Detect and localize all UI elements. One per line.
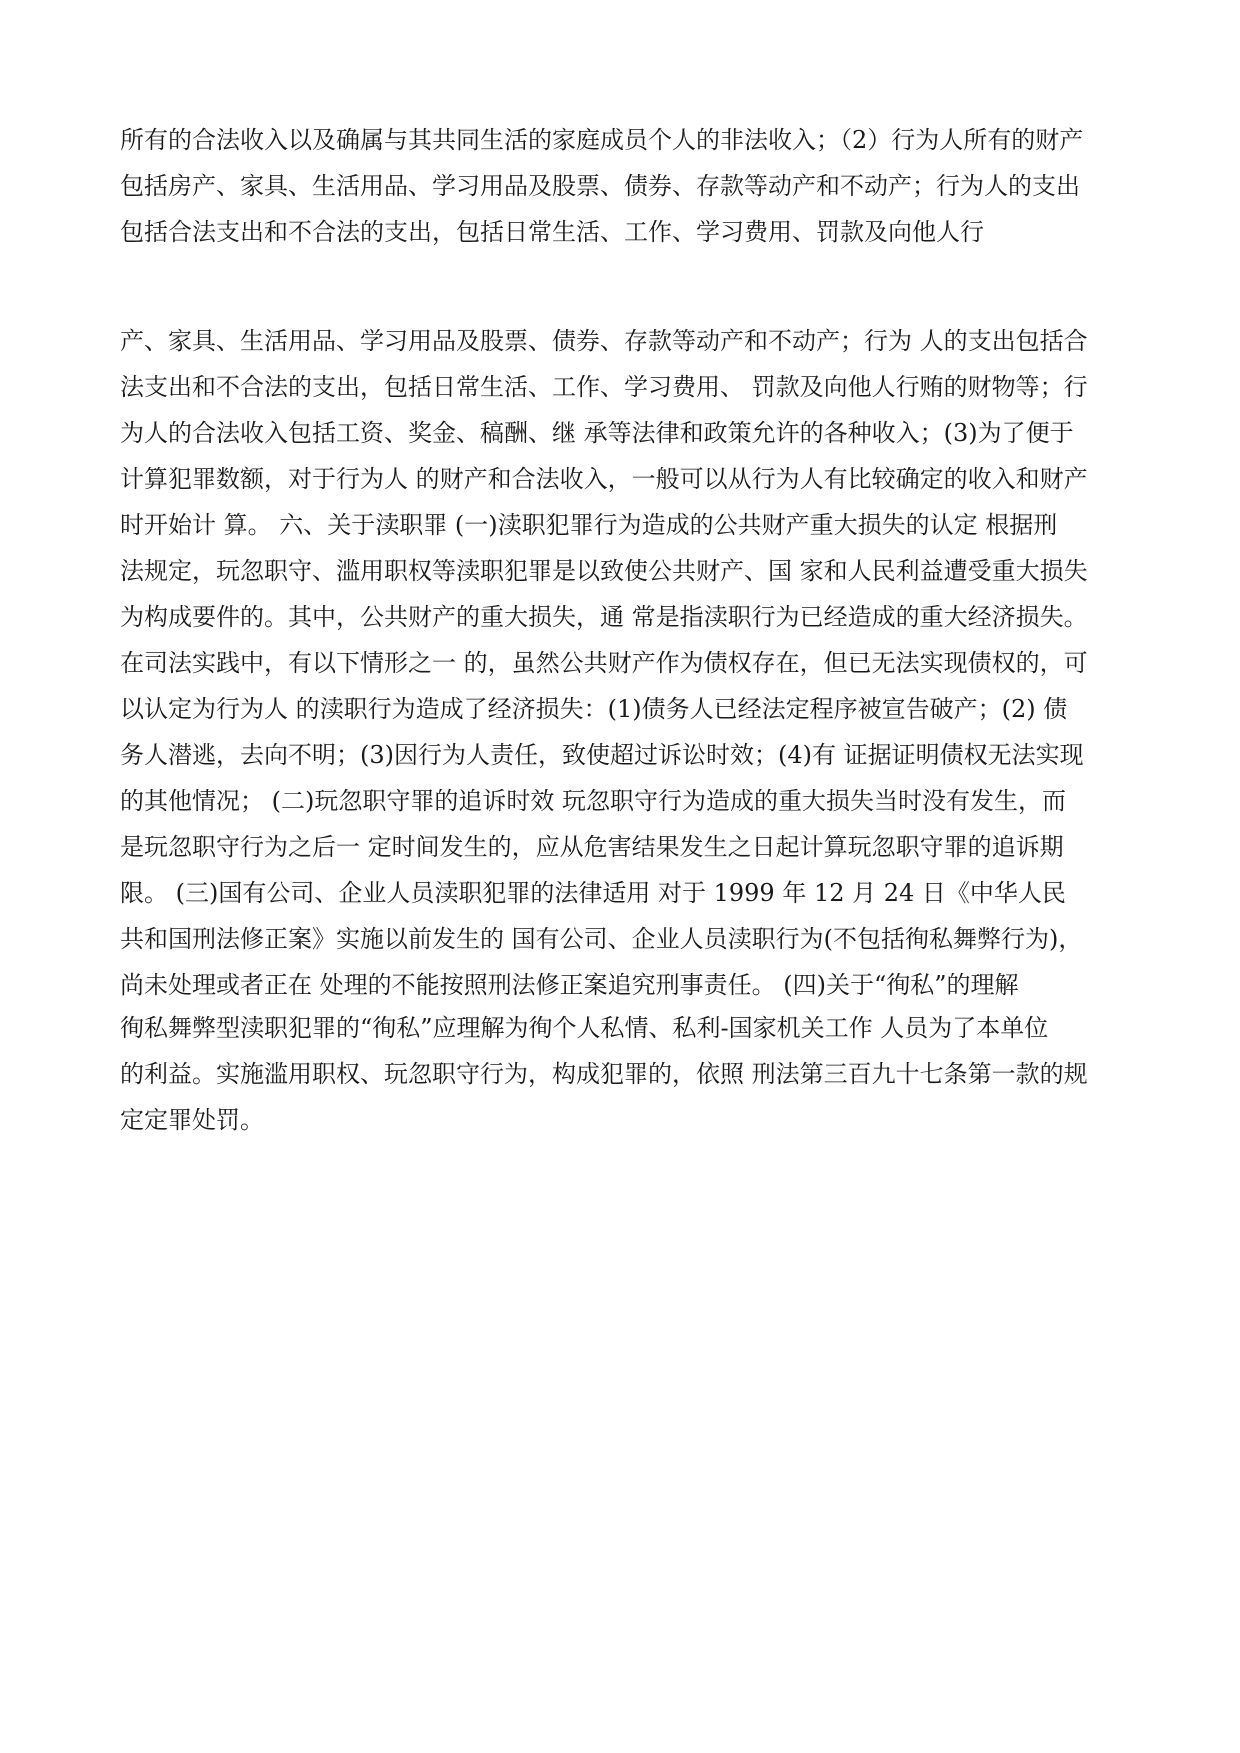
text-line: 法规定，玩忽职守、滥用职权等渎职犯罪是以致使公共财产、国 家和人民利益遭受重大损失 xyxy=(120,557,1088,585)
text-line: 徇私舞弊型渎职犯罪的“徇私”应理解为徇个人私情、私利-国家机关工作 人员为了本单位 xyxy=(120,1014,1049,1042)
paragraph-favoritism-definition xyxy=(120,1005,1130,1143)
text-line: 尚未处理或者正在 处理的不能按照刑法修正案追究刑事责任。 (四)关于“徇私”的理解 xyxy=(120,971,1019,999)
text-line: 的利益。实施滥用职权、玩忽职守行为，构成犯罪的，依照 刑法第三百九十七条第一款的规 xyxy=(120,1060,1088,1088)
text-line: 限。 (三)国有公司、企业人员渎职犯罪的法律适用 对于 1999 年 12 月 24 日《中华人民 xyxy=(120,879,1066,907)
text-line: 法支出和不合法的支出，包括日常生活、工作、学习费用、 罚款及向他人行贿的财物等；行 xyxy=(120,373,1088,401)
text-line: 务人潜逃，去向不明；(3)因行为人责任，致使超过诉讼时效；(4)有 证据证明债权无法实现 xyxy=(120,741,1084,769)
text-line: 计算犯罪数额，对于行为人 的财产和合法收入，一般可以从行为人有比较确定的收入和财产 xyxy=(120,465,1088,493)
text-line: 定定罪处罚。 xyxy=(120,1106,264,1134)
text-line: 包括房产、家具、生活用品、学习用品及股票、债券、存款等动产和不动产；行为人的支出 xyxy=(120,172,1080,200)
text-line: 的其他情况； (二)玩忽职守罪的追诉时效 玩忽职守行为造成的重大损失当时没有发生，而 xyxy=(120,787,1066,815)
text-line: 以认定为行为人 的渎职行为造成了经济损失：(1)债务人已经法定程序被宣告破产；(2) 债 xyxy=(120,695,1068,723)
text-line: 是玩忽职守行为之后一 定时间发生的，应从危害结果发生之日起计算玩忽职守罪的追诉期 xyxy=(120,833,1064,861)
text-line: 包括合法支出和不合法的支出，包括日常生活、工作、学习费用、罚款及向他人行 xyxy=(120,218,984,246)
paragraph-income-property xyxy=(120,117,1130,255)
text-line: 产、家具、生活用品、学习用品及股票、债券、存款等动产和不动产；行为 人的支出包括合 xyxy=(120,327,1088,355)
paragraph-dereliction-crimes xyxy=(120,318,1130,1008)
text-line: 共和国刑法修正案》实施以前发生的 国有公司、企业人员渎职行为(不包括徇私舞弊行为)， xyxy=(120,925,1083,953)
text-line: 时开始计 算。 六、关于渎职罪 (一)渎职犯罪行为造成的公共财产重大损失的认定 根据刑 xyxy=(120,511,1058,539)
text-line: 在司法实践中，有以下情形之一 的，虽然公共财产作为债权存在，但已无法实现债权的，可 xyxy=(120,649,1088,677)
text-line: 为构成要件的。其中，公共财产的重大损失，通 常是指渎职行为已经造成的重大经济损失。 xyxy=(120,603,1088,631)
text-line: 为人的合法收入包括工资、奖金、稿酬、继 承等法律和政策允许的各种收入；(3)为了便于 xyxy=(120,419,1074,447)
text-line: 所有的合法收入以及确属与其共同生活的家庭成员个人的非法收入；（2）行为人所有的财产 xyxy=(120,126,1084,154)
